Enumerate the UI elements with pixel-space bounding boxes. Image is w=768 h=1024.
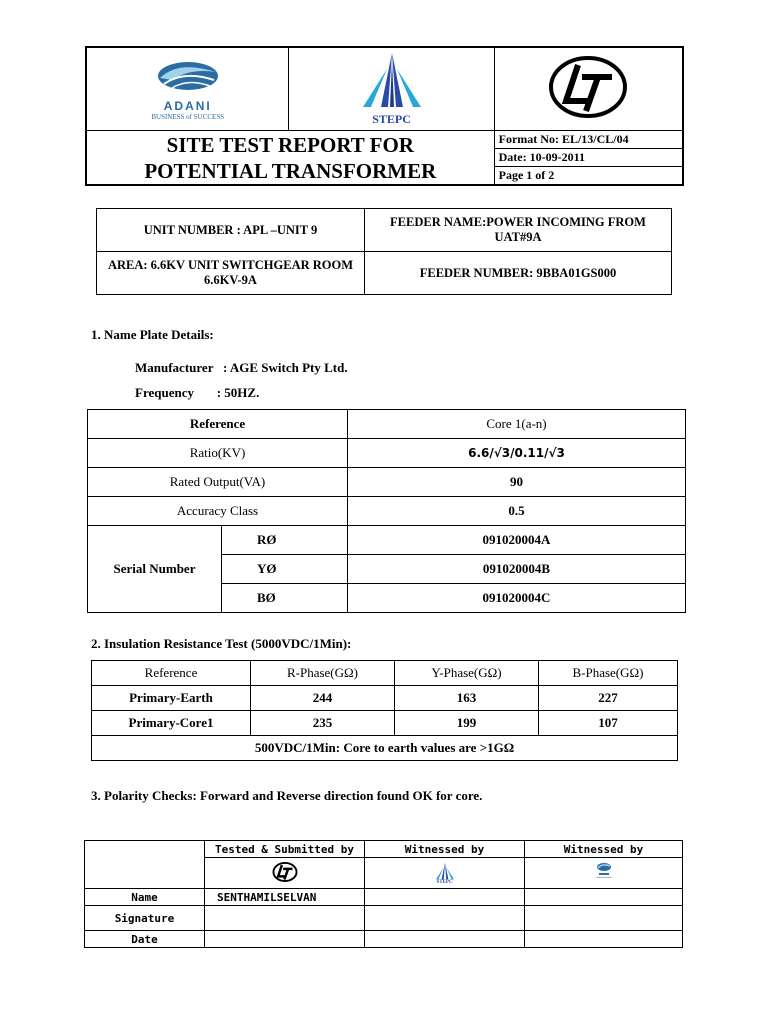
- ir-row2-b: 107: [539, 711, 678, 736]
- ir-row2-y: 199: [395, 711, 539, 736]
- ir-row1-ref: Primary-Earth: [92, 686, 251, 711]
- lt-logo-icon: [548, 55, 628, 119]
- feeder-name: FEEDER NAME:POWER INCOMING FROM UAT#9A: [365, 209, 672, 252]
- ir-row1-y: 163: [395, 686, 539, 711]
- unit-info-table: [96, 208, 672, 295]
- manufacturer-line: Manufacturer : AGE Switch Pty Ltd.: [135, 360, 348, 375]
- nameplate-table: [87, 409, 686, 613]
- sig-corner-cell: [85, 841, 205, 889]
- ir-header-r-phase: R-Phase(GΩ): [251, 661, 395, 686]
- ir-row2-ref: Primary-Core1: [92, 711, 251, 736]
- sig-date-witness-2: [525, 931, 683, 948]
- sig-header-tested: Tested & Submitted by: [205, 841, 365, 858]
- stepc-logo-cell: [289, 47, 494, 131]
- format-number: Format No: EL/13/CL/04: [494, 131, 683, 149]
- frequency-line: Frequency : 50HZ.: [135, 385, 260, 400]
- lt-logo-small-icon: [270, 862, 300, 882]
- feeder-number: FEEDER NUMBER: 9BBA01GS000: [365, 252, 672, 295]
- sig-date-witness-1: [365, 931, 525, 948]
- stepc-logo-small-icon: [434, 862, 456, 880]
- np-rated-output-label: Rated Output(VA): [88, 468, 348, 497]
- sig-signature-witness-1: [365, 906, 525, 931]
- np-accuracy-label: Accuracy Class: [88, 497, 348, 526]
- sig-header-witness-1: Witnessed by: [365, 841, 525, 858]
- table-row: [85, 931, 683, 948]
- np-rated-output-value: 90: [348, 468, 686, 497]
- section-3-heading: 3. Polarity Checks: Forward and Reverse direction found OK for core.: [91, 788, 483, 803]
- area: AREA: 6.6KV UNIT SWITCHGEAR ROOM 6.6KV-9A: [97, 252, 365, 295]
- signature-table: [84, 840, 683, 948]
- sig-stepc-name: STEPC: [436, 879, 453, 885]
- table-row: [88, 497, 686, 526]
- stepc-name: STEPC: [372, 112, 411, 126]
- np-ratio-label: Ratio(KV): [88, 439, 348, 468]
- table-row: [85, 906, 683, 931]
- sig-name-witness-1: [365, 889, 525, 906]
- np-ratio-value: 6.6/√3/0.11/√3: [348, 439, 686, 468]
- adani-logo-cell: [86, 47, 289, 131]
- np-serial-label: Serial Number: [88, 526, 222, 613]
- table-row: [88, 410, 686, 439]
- insulation-resistance-table: [91, 660, 678, 761]
- sig-signature-tested: [205, 906, 365, 931]
- report-date: Date: 10-09-2011: [494, 148, 683, 166]
- unit-number: UNIT NUMBER : APL –UNIT 9: [97, 209, 365, 252]
- adani-logo-small-icon: [584, 860, 624, 884]
- section-1-heading: 1. Name Plate Details:: [91, 327, 214, 342]
- ir-row1-b: 227: [539, 686, 678, 711]
- sig-signature-witness-2: [525, 906, 683, 931]
- table-row: [88, 526, 686, 555]
- sig-signature-label: Signature: [85, 906, 205, 931]
- table-row: [88, 468, 686, 497]
- sig-header-witness-2: Witnessed by: [525, 841, 683, 858]
- np-serial-phase-r: RØ: [222, 526, 348, 555]
- np-accuracy-value: 0.5: [348, 497, 686, 526]
- np-reference-value: Core 1(a-n): [348, 410, 686, 439]
- table-header-row: [92, 661, 678, 686]
- sig-date-tested: [205, 931, 365, 948]
- ir-row2-r: 235: [251, 711, 395, 736]
- ir-header-b-phase: B-Phase(GΩ): [539, 661, 678, 686]
- title-line-2: POTENTIAL TRANSFORMER: [144, 158, 437, 183]
- sig-stepc-logo-cell: [365, 858, 525, 889]
- stepc-logo-icon: [357, 51, 427, 109]
- sig-adani-logo-cell: [525, 858, 683, 889]
- table-row: [85, 889, 683, 906]
- np-serial-value-r: 091020004A: [348, 526, 686, 555]
- ir-row1-r: 244: [251, 686, 395, 711]
- report-header: [85, 46, 684, 186]
- section-2-heading: 2. Insulation Resistance Test (5000VDC/1Min):: [91, 636, 352, 651]
- np-serial-phase-b: BØ: [222, 584, 348, 613]
- sig-date-label: Date: [85, 931, 205, 948]
- table-row: [92, 686, 678, 711]
- page-number: Page 1 of 2: [494, 166, 683, 185]
- report-title: [86, 131, 494, 186]
- table-row: [92, 736, 678, 761]
- adani-name: ADANI: [163, 98, 212, 113]
- adani-tagline: BUSINESS of SUCCESS: [151, 112, 225, 121]
- sig-lt-logo-cell: [205, 858, 365, 889]
- table-row: [92, 711, 678, 736]
- title-line-1: SITE TEST REPORT FOR: [166, 132, 414, 157]
- ir-header-reference: Reference: [92, 661, 251, 686]
- table-header-row: [85, 841, 683, 858]
- sig-name-label: Name: [85, 889, 205, 906]
- sig-name-value: SENTHAMILSELVAN: [205, 889, 365, 906]
- np-serial-value-y: 091020004B: [348, 555, 686, 584]
- sig-name-witness-2: [525, 889, 683, 906]
- ir-header-y-phase: Y-Phase(GΩ): [395, 661, 539, 686]
- lt-logo-cell: [494, 47, 683, 131]
- np-serial-value-b: 091020004C: [348, 584, 686, 613]
- table-row: [88, 439, 686, 468]
- np-serial-phase-y: YØ: [222, 555, 348, 584]
- np-reference-label: Reference: [88, 410, 348, 439]
- ir-note: 500VDC/1Min: Core to earth values are >1GΩ: [92, 736, 678, 761]
